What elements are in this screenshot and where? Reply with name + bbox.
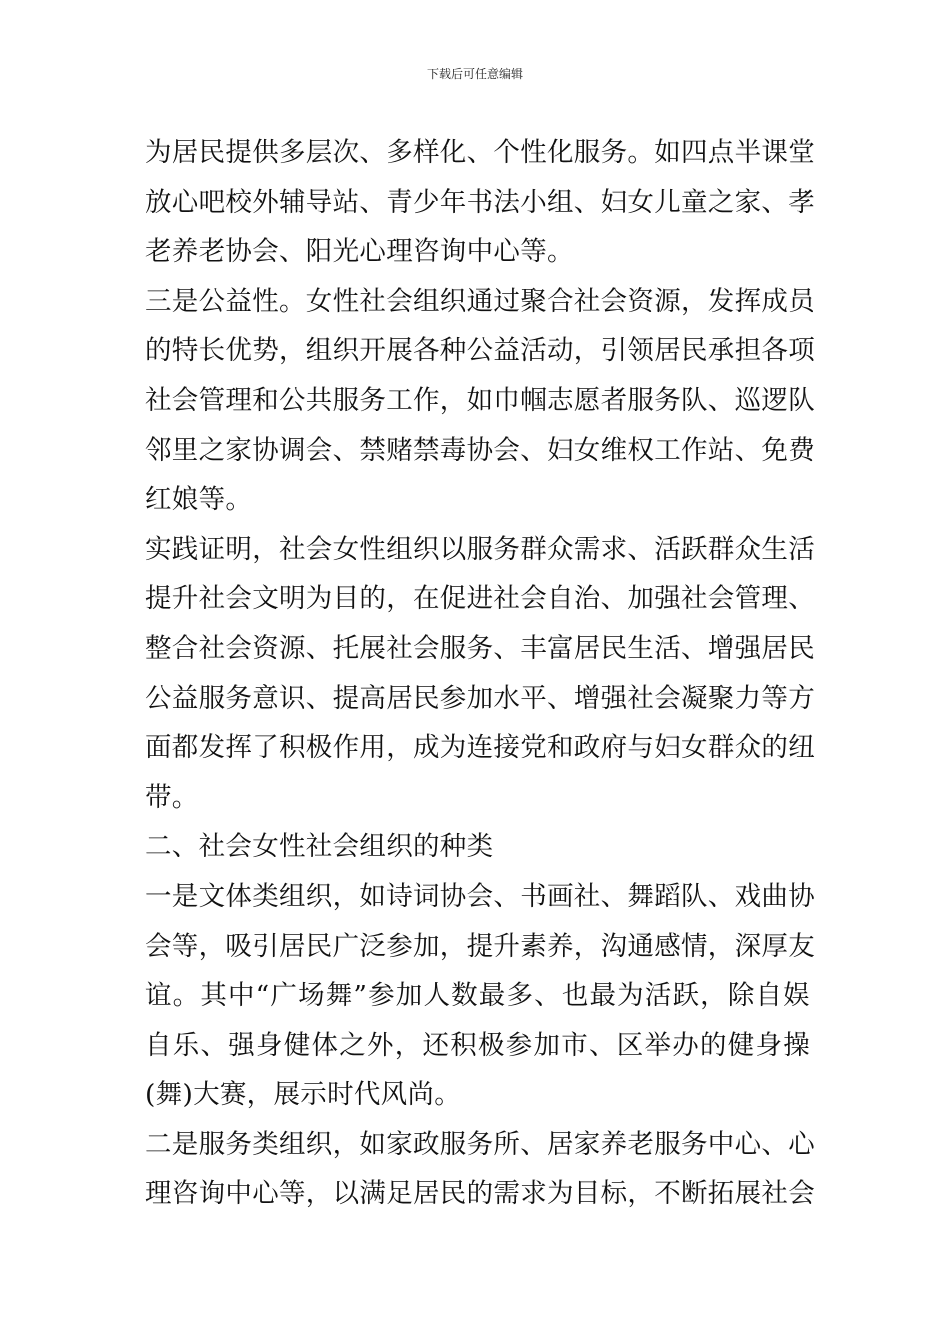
text-line: 理咨询中心等，以满足居民的需求为目标，不断拓展社会 [145,1178,815,1210]
text-line: 二是服务类组织，如家政服务所、居家养老服务中心、心 [145,1128,815,1160]
text-line: 谊。其中“广场舞”参加人数最多、也最为活跃，除自娱 [145,980,810,1012]
text-line: 三是公益性。女性社会组织通过聚合社会资源，发挥成员 [145,285,815,317]
text-line: 自乐、强身健体之外，还积极参加市、区举办的健身操 [145,1029,810,1061]
document-body [145,128,815,1219]
text-line: 公益服务意识、提高居民参加水平、增强社会凝聚力等方 [145,682,815,714]
text-line: 老养老协会、阳光心理咨询中心等。 [145,236,574,268]
text-line: 面都发挥了积极作用，成为连接党和政府与妇女群众的纽 [145,732,815,764]
text-line: 红娘等。 [145,484,253,516]
text-line: 为居民提供多层次、多样化、个性化服务。如四点半课堂 [145,137,815,168]
text-line: 的特长优势，组织开展各种公益活动，引领居民承担各项 [145,335,815,367]
text-line: 整合社会资源、托展社会服务、丰富居民生活、增强居民 [145,632,815,664]
text-line: 二、社会女性社会组织的种类 [145,831,494,863]
text-line: 邻里之家协调会、禁赌禁毒协会、妇女维权工作站、免费 [145,434,815,466]
text-line: 会等，吸引居民广泛参加，提升素养，沟通感情，深厚友 [145,930,815,962]
text-line: 实践证明，社会女性组织以服务群众需求、活跃群众生活 [145,533,815,565]
text-line: 提升社会文明为目的，在促进社会自治、加强社会管理、 [145,583,815,615]
text-line: 放心吧校外辅导站、青少年书法小组、妇女儿童之家、孝 [145,186,815,218]
page-header: 下载后可任意编辑 [426,67,523,81]
text-line: 社会管理和公共服务工作，如巾帼志愿者服务队、巡逻队 [145,384,815,416]
text-line: (舞)大赛，展示时代风尚。 [145,1079,462,1111]
text-line: 一是文体类组织，如诗词协会、书画社、舞蹈队、戏曲协 [145,880,815,912]
text-line: 带。 [145,781,199,813]
